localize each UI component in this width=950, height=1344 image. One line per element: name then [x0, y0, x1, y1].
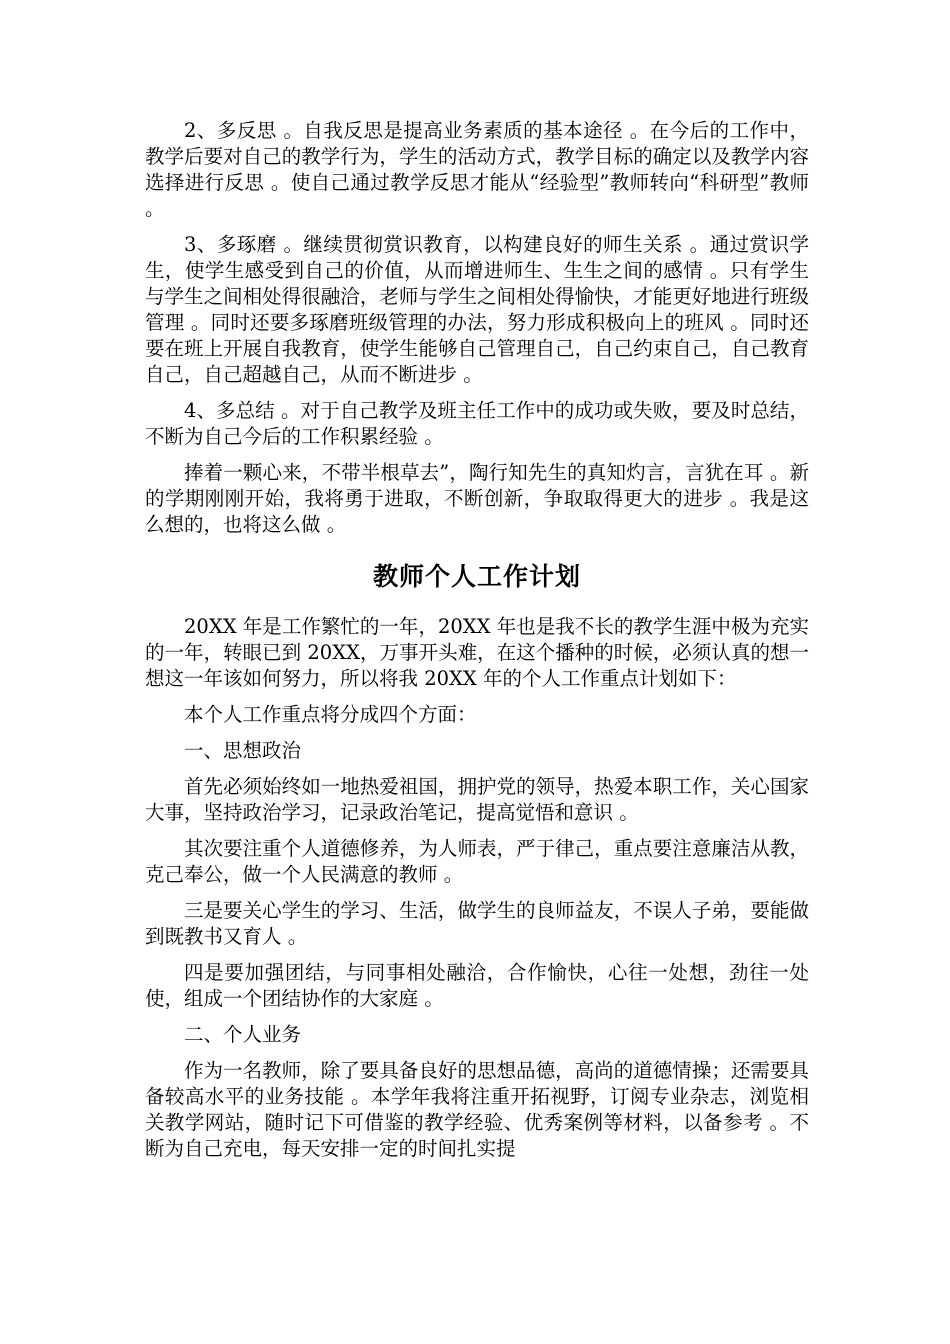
paragraph-politics-1: 首先必须始终如一地热爱祖国，拥护党的领导，热爱本职工作，关心国家大事，坚持政治学习，记录政治笔记，提高觉悟和意识 。: [145, 775, 809, 824]
paragraph-ponder: 3、多琢磨 。继续贯彻赏识教育，以构建良好的师生关系 。通过赏识学生，使学生感受到自己的价值，从而增进师生、生生之间的感情 。只有学生与学生之间相处得很融洽，老师与学生之间相处得愉快，才能更好地进行班级管理 。同时还要多琢磨班级管理的办法，努力形成积极向上的班风 。同时还要在班上开展自我教育，使学生能够自己管理自己，自己约束自己，自己教育自己，自己超越自己，从而不断进步 。: [145, 233, 809, 386]
document-page: [145, 118, 809, 1172]
heading-business: 二、个人业务: [184, 1023, 302, 1046]
heading-politics: 一、思想政治: [184, 739, 302, 762]
paragraph-politics-2: 其次要注重个人道德修养，为人师表，严于律己，重点要注意廉洁从教，克己奉公，做一个人民满意的教师 。: [145, 837, 809, 886]
plan-title: 教师个人工作计划: [372, 562, 581, 591]
paragraph-summarize: 4、多总结 。对于自己教学及班主任工作中的成功或失败，要及时总结，不断为自己今后的工作积累经验 。: [145, 399, 809, 448]
paragraph-intro: 20XX 年是工作繁忙的一年，20XX 年也是我不长的教学生涯中极为充实的一年，转眼已到 20XX，万事开头难，在这个播种的时候，必须认真的想一想这一年该如何努力，所以将我 20XX 年的个人工作重点计划如下：: [145, 615, 809, 690]
paragraph-politics-3: 三是要关心学生的学习、生活，做学生的良师益友，不误人子弟，要能做到既教书又育人 。: [145, 899, 809, 948]
paragraph-reflect: 2、多反思 。自我反思是提高业务素质的基本途径 。在今后的工作中，教学后要对自己的教学行为，学生的活动方式，教学目标的确定以及教学内容选择进行反思 。使自己通过教学反思才能从“经验型”教师转向“科研型”教师 。: [145, 119, 809, 220]
paragraph-overview: 本个人工作重点将分成四个方面：: [184, 703, 477, 726]
paragraph-closing: 捧着一颗心来，不带半根草去”，陶行知先生的真知灼言，言犹在耳 。新的学期刚刚开始，我将勇于进取，不断创新，争取取得更大的进步 。我是这么想的，也将这么做 。: [145, 461, 809, 536]
paragraph-politics-4: 四是要加强团结，与同事相处融洽，合作愉快，心往一处想，劲往一处使，组成一个团结协作的大家庭 。: [145, 961, 809, 1010]
paragraph-business: 作为一名教师，除了要具备良好的思想品德，高尚的道德情操；还需要具备较高水平的业务技能 。本学年我将注重开拓视野，订阅专业杂志，浏览相关教学网站，随时记下可借鉴的教学经验、优秀案例等材料，以备参考 。不断为自己充电，每天安排一定的时间扎实提: [145, 1059, 809, 1160]
